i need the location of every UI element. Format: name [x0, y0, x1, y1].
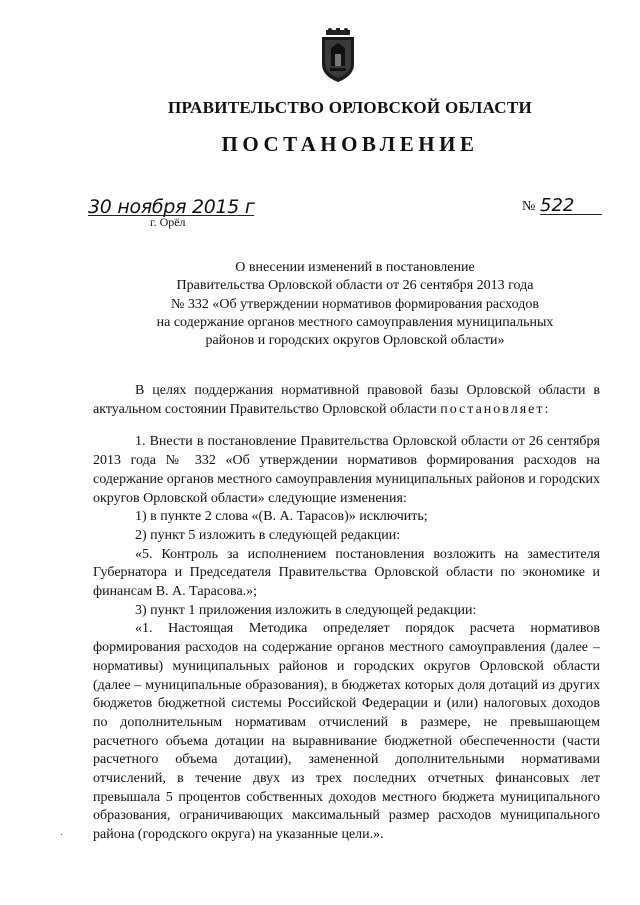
- subitem-2: 2) пункт 5 изложить в следующей редакции:: [135, 527, 401, 543]
- document-type: ПОСТАНОВЛЕНИЕ: [221, 132, 479, 156]
- quote-point-1: «1. Настоящая Методика определяет порядок расчета нормативов формирования расходов на содержание органов местного самоуправления (далее – нормативы) муниципальных районов и городских округов Орловской области (далее – муниципальные образования), в бюджетах которых доля дотаций из других бюджетов бюджетной системы Российской Федерации и (или) налоговых доходов по дополнительным нормативам отчислений в размере, не превышающем расчетного объема дотации на выравнивание бюджетной обеспеченности (части расчетного объема дотации), замененной дополнительными нормативами отчислений, в течение двух из трех последних отчетных финансовых лет превышала 5 процентов собственных доходов местного бюджета муниципального образования, ограничивающих максимальный размер расходов муниципального района (городского округа) на указанные цели.».: [93, 621, 600, 843]
- subject-line: № 332 «Об утверждении нормативов формирования расходов: [171, 296, 539, 312]
- preamble-paragraph: [93, 382, 600, 419]
- coat-of-arms-emblem: [318, 28, 358, 84]
- quote-point-5: «5. Контроль за исполнением постановления возложить на заместителя Губернатора и Председателя Правительства Орловской области по экономике и финансам В. А. Тарасова.»;: [93, 546, 600, 600]
- subject-line: районов и городских округов Орловской области»: [205, 333, 505, 349]
- number-underline: [540, 214, 602, 215]
- government-name: ПРАВИТЕЛЬСТВО ОРЛОВСКОЙ ОБЛАСТИ: [167, 98, 533, 117]
- subitem-1: 1) в пункте 2 слова «(В. А. Тарасов)» исключить;: [135, 509, 428, 525]
- margin-mark: ·: [60, 830, 64, 841]
- number-value: 522: [540, 195, 575, 216]
- document-date: 30 ноября 2015 г: [88, 196, 255, 218]
- preamble-verb: постановляет:: [440, 401, 551, 417]
- document-city: г. Орёл: [150, 215, 186, 229]
- number-label: №: [522, 199, 536, 214]
- document-subject: [120, 259, 590, 350]
- subject-line: О внесении изменений в постановление: [235, 260, 475, 275]
- subject-line: Правительства Орловской области от 26 сентября 2013 года: [176, 278, 534, 294]
- document-body: [93, 382, 600, 845]
- subject-line: на содержание органов местного самоуправления муниципальных: [156, 314, 554, 330]
- preamble-text: В целях поддержания нормативной правовой базы Орловской области в актуальном состоянии Правительство Орловской области: [93, 383, 600, 417]
- subitem-3: 3) пункт 1 приложения изложить в следующей редакции:: [135, 602, 477, 618]
- item-1-paragraph: 1. Внести в постановление Правительства Орловской области от 26 сентября 2013 года № 332 «Об утверждении нормативов формирования расходов на содержание органов местного самоуправления муниципальных районов и городских округов Орловской области» следующие изменения:: [93, 434, 600, 506]
